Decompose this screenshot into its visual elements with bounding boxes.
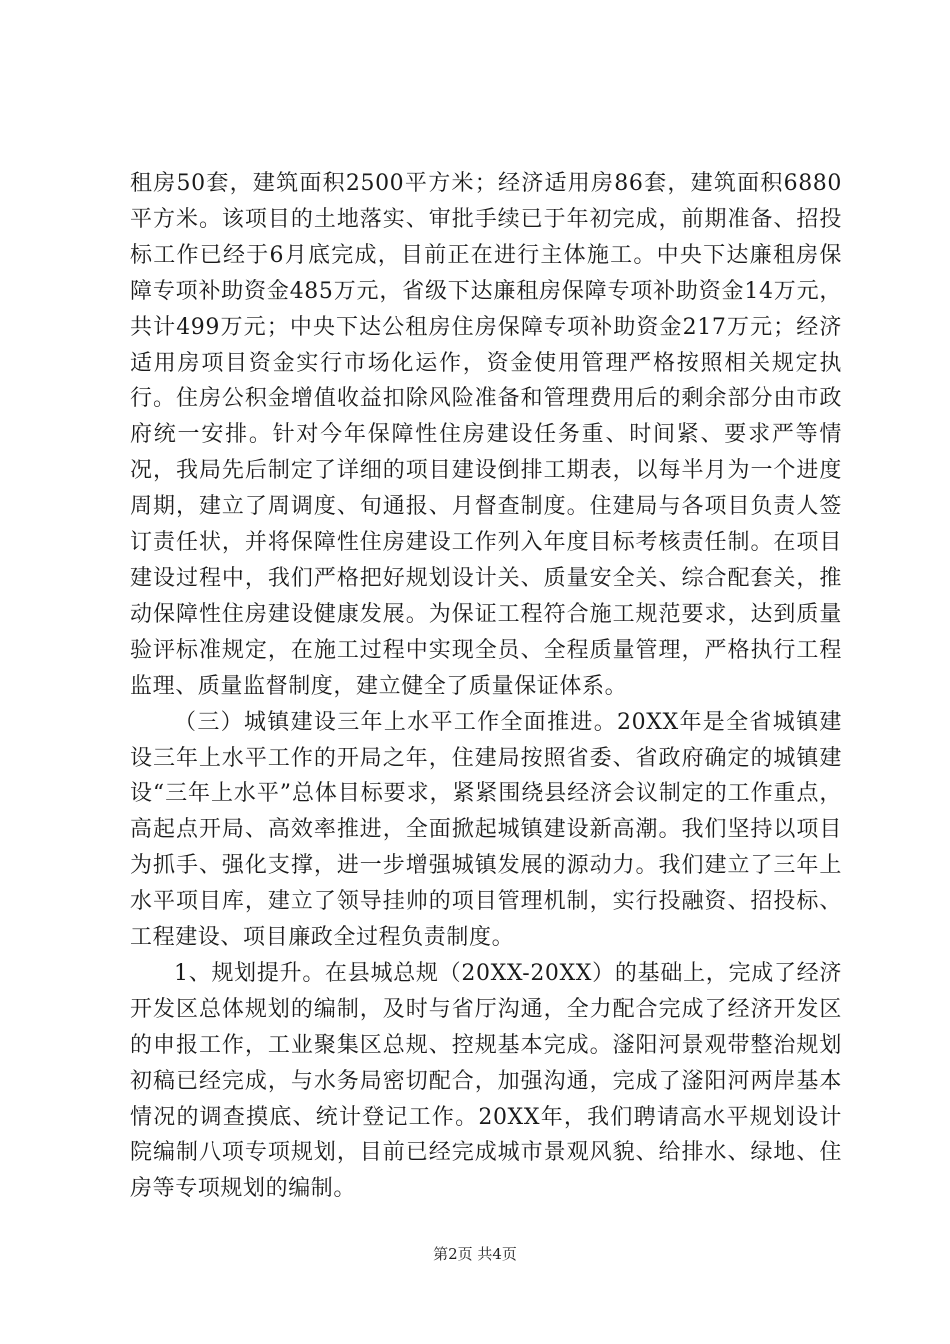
paragraph-planning-upgrade: 1、规划提升。在县城总规（20XX-20XX）的基础上，完成了经济开发区总体规划的编制，及时与省厅沟通，全力配合完成了经济开发区的申报工作，工业聚集区总规、控规基本完成。滏阳河景观带整治规划初稿已经完成，与水务局密切配合，加强沟通，完成了滏阳河两岸基本情况的调查摸底、统计登记工作。20XX年，我们聘请高水平规划设计院编制八项专项规划，目前已经完成城市景观风貌、给排水、绿地、住房等专项规划的编制。	[130, 960, 842, 1202]
paragraph-housing-continued: 租房50套，建筑面积2500平方米；经济适用房86套，建筑面积6880平方米。该项目的土地落实、审批手续已于年初完成，前期准备、招投标工作已经于6月底完成，目前正在进行主体施工。中央下达廉租房保障专项补助资金485万元，省级下达廉租房保障专项补助资金14万元，共计499万元；中央下达公租房住房保障专项补助资金217万元；经济适用房项目资金实行市场化运作，资金使用管理严格按照相关规定执行。住房公积金增值收益扣除风险准备和管理费用后的剩余部分由市政府统一安排。针对今年保障性住房建设任务重、时间紧、要求严等情况，我局先后制定了详细的项目建设倒排工期表，以每半月为一个进度周期，建立了周调度、旬通报、月督查制度。住建局与各项目负责人签订责任状，并将保障性住房建设工作列入年度目标考核责任制。在项目建设过程中，我们严格把好规划设计关、质量安全关、综合配套关，推动保障性住房建设健康发展。为保证工程符合施工规范要求，达到质量验评标准规定，在施工过程中实现全员、全程质量管理，严格执行工程监理、质量监督制度，建立健全了质量保证体系。	[130, 171, 842, 699]
document-body	[130, 166, 842, 1207]
page-footer: 第2页 共4页	[433, 1245, 517, 1263]
paragraph-urban-construction: （三）城镇建设三年上水平工作全面推进。20XX年是全省城镇建设三年上水平工作的开局之年，住建局按照省委、省政府确定的城镇建设“三年上水平”总体目标要求，紧紧围绕县经济会议制定的工作重点，高起点开局、高效率推进，全面掀起城镇建设新高潮。我们坚持以项目为抓手、强化支撑，进一步增强城镇发展的源动力。我们建立了三年上水平项目库，建立了领导挂帅的项目管理机制，实行投融资、招投标、工程建设、项目廉政全过程负责制度。	[130, 709, 842, 951]
